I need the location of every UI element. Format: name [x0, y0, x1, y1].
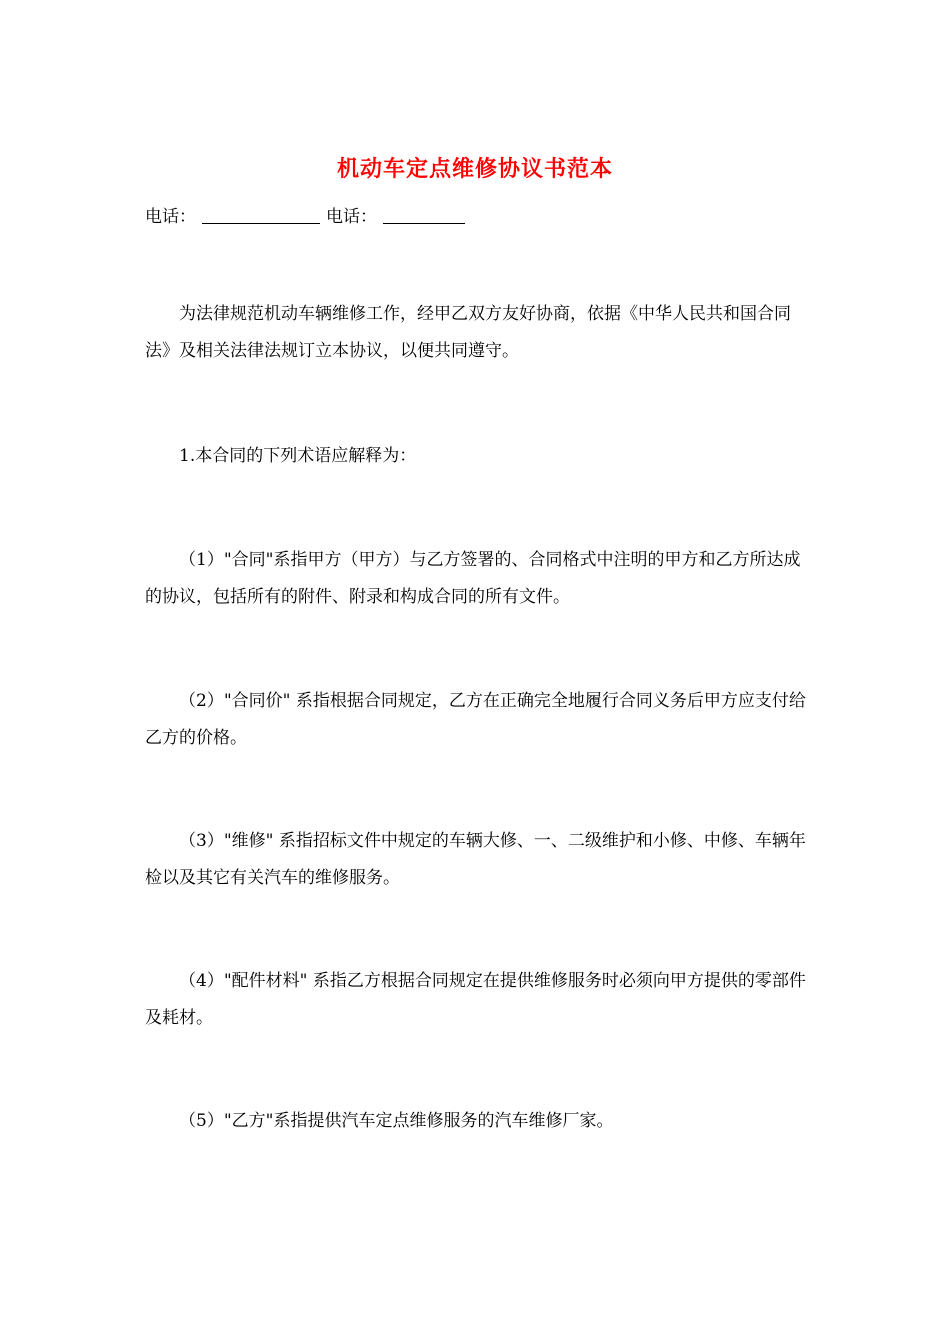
- definition-contract: （1）"合同"系指甲方（甲方）与乙方签署的、合同格式中注明的甲方和乙方所达成的协议，包括所有的附件、附录和构成合同的所有文件。: [145, 550, 801, 607]
- phone-blank-1: [202, 207, 320, 224]
- phone-blank-2: [383, 207, 465, 224]
- intro-paragraph: 为法律规范机动车辆维修工作，经甲乙双方友好协商，依据《中华人民共和国合同法》及相关法律法规订立本协议，以便共同遵守。: [145, 304, 791, 361]
- clause-1-heading: 1.本合同的下列术语应解释为：: [179, 446, 417, 466]
- definition-contract-price: （2）"合同价" 系指根据合同规定，乙方在正确完全地履行合同义务后甲方应支付给乙方的价格。: [145, 691, 806, 748]
- definition-party-b: （5）"乙方"系指提供汽车定点维修服务的汽车维修厂家。: [179, 1111, 614, 1131]
- document-title: 机动车定点维修协议书范本: [336, 156, 613, 182]
- phone-label-2: 电话：: [326, 207, 377, 227]
- phone-line: [145, 202, 471, 227]
- definition-maintenance: （3）"维修" 系指招标文件中规定的车辆大修、一、二级维护和小修、中修、车辆年检以及其它有关汽车的维修服务。: [145, 831, 806, 888]
- phone-label-1: 电话：: [145, 207, 196, 227]
- definition-parts-materials: （4）"配件材料" 系指乙方根据合同规定在提供维修服务时必须向甲方提供的零部件及耗材。: [145, 971, 806, 1028]
